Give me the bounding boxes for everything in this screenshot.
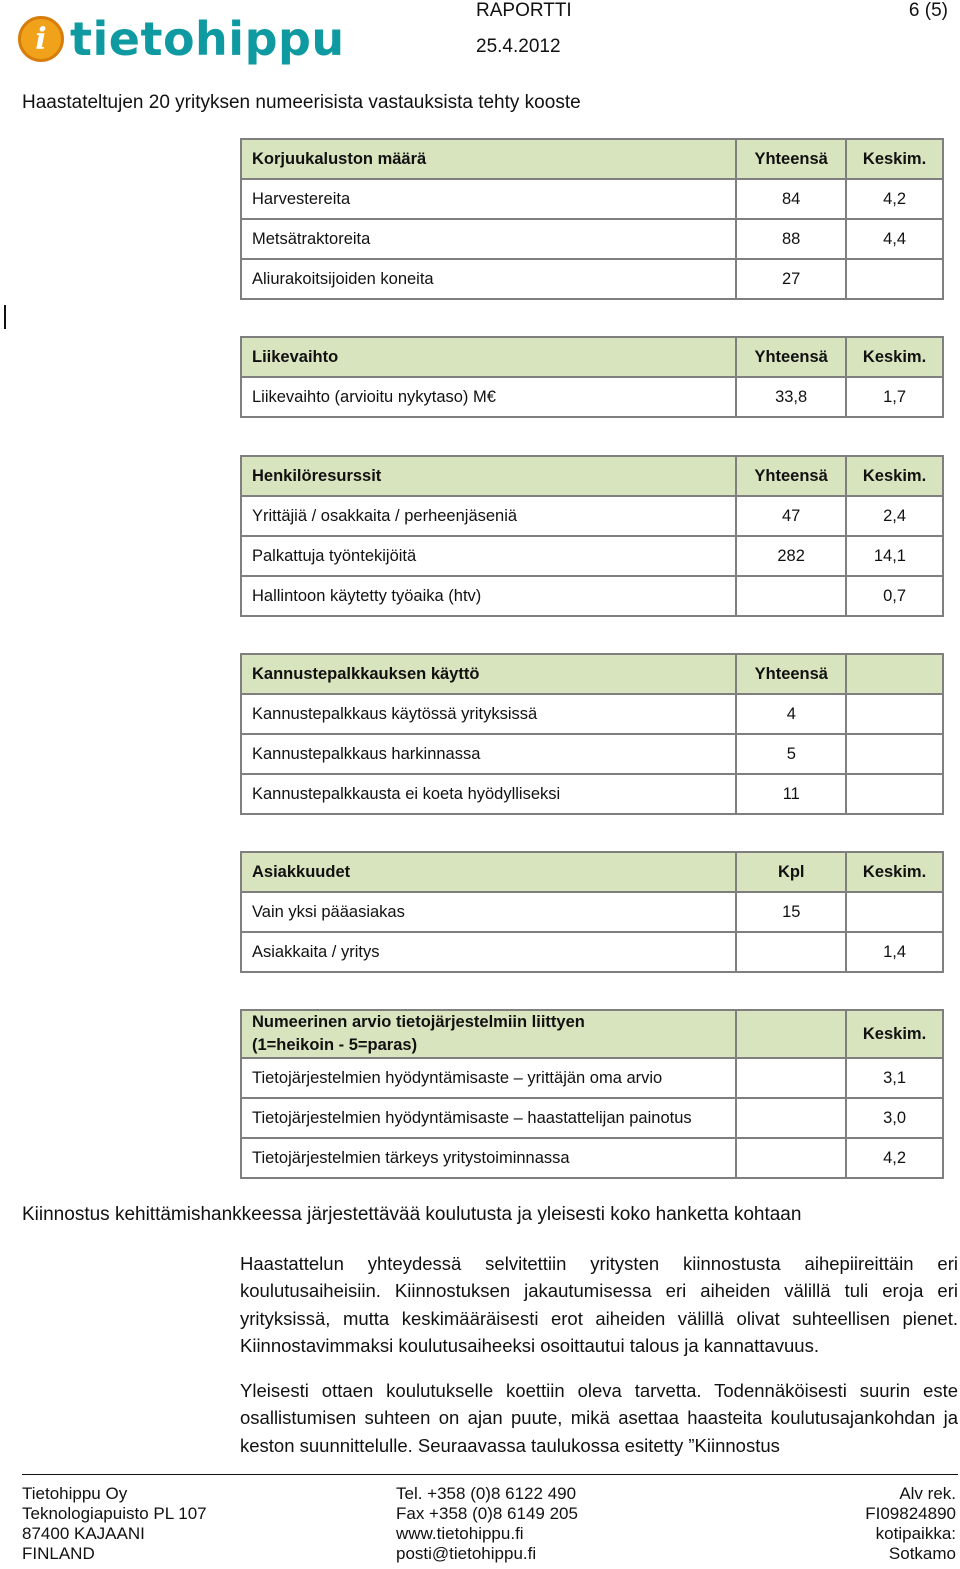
header-total: Yhteensä [736,456,846,496]
document-date: 25.4.2012 [476,36,561,57]
info-icon: i [18,16,64,62]
row-label: Tietojärjestelmien hyödyntämisaste – yrittäjän oma arvio [241,1058,736,1098]
row-average: 4,2 [846,179,943,219]
header-label: Korjuukaluston määrä [241,139,736,179]
row-total: 4 [736,694,846,734]
table-header-row [241,139,943,179]
row-label: Liikevaihto (arvioitu nykytaso) M€ [241,377,736,417]
company-logo [18,8,345,70]
row-average [846,259,943,299]
row-average: 0,7 [846,576,943,616]
header-label: Liikevaihto [241,337,736,377]
row-label: Yrittäjiä / osakkaita / perheenjäseniä [241,496,736,536]
table-row [241,694,943,734]
document-type: RAPORTTI [476,0,572,21]
footer-line: Sotkamo [888,1544,956,1563]
row-average: 4,2 [846,1138,943,1178]
header-label: Kannustepalkkauksen käyttö [241,654,736,694]
row-label: Harvestereita [241,179,736,219]
header-label [241,1010,736,1058]
incentive-pay-table [240,653,944,815]
table-row [241,1098,943,1138]
row-average [846,734,943,774]
logo-text: tietohippu [70,12,345,66]
row-label: Tietojärjestelmien hyödyntämisaste – haastattelijan painotus [241,1098,736,1138]
table-row [241,734,943,774]
header-total [736,1010,846,1058]
table-header-row [241,337,943,377]
row-total: 27 [736,259,846,299]
table-row [241,377,943,417]
header-count: Kpl [736,852,846,892]
header-label-line2: (1=heikoin - 5=paras) [252,1036,418,1054]
header-average: Keskim. [846,852,943,892]
row-total [736,1138,846,1178]
row-total: 5 [736,734,846,774]
footer-website-link[interactable]: www.tietohippu.fi [396,1524,524,1543]
header-average [846,654,943,694]
table-row [241,496,943,536]
footer-phone: Tel. +358 (0)8 6122 490 [396,1484,577,1503]
row-label: Kannustepalkkaus harkinnassa [241,734,736,774]
row-average: 3,1 [846,1058,943,1098]
it-systems-table [240,1009,944,1179]
row-total: 282 [736,536,846,576]
header-average: Keskim. [846,1010,943,1058]
row-average: 1,7 [846,377,943,417]
footer-line: Tietohippu Oy [22,1484,128,1503]
row-total [736,576,846,616]
row-label: Hallintoon käytetty työaika (htv) [241,576,736,616]
row-total: 11 [736,774,846,814]
row-total: 47 [736,496,846,536]
row-average: 3,0 [846,1098,943,1138]
row-label: Tietojärjestelmien tärkeys yritystoiminnassa [241,1138,736,1178]
header-average: Keskim. [846,139,943,179]
header-label: Asiakkuudet [241,852,736,892]
table-header-row [241,654,943,694]
row-average: 4,4 [846,219,943,259]
footer-company [22,1484,207,1564]
header-label: Henkilöresurssit [241,456,736,496]
table-row [241,219,943,259]
footer-email-link[interactable]: posti@tietohippu.fi [396,1544,537,1563]
table-row [241,536,943,576]
row-total: 15 [736,892,846,932]
header-total: Yhteensä [736,337,846,377]
page-number: 6 (5) [908,0,948,21]
row-average: 1,4 [846,932,943,972]
row-total: 33,8 [736,377,846,417]
paragraph: Yleisesti ottaen koulutukselle koettiin oleva tarvetta. Todennäköisesti suurin este osallistumisen suhteen on ajan puute, mikä asettaa haasteita koulutusajankohdan ja keston suunnittelulle. Seuraavassa taulukossa esitetty ”Kiinnostus [240,1380,958,1456]
table-row [241,576,943,616]
table-row [241,259,943,299]
header-total: Yhteensä [736,139,846,179]
footer-line: 87400 KAJAANI [22,1524,145,1543]
footer-line: FI09824890 [865,1504,956,1523]
footer-line: FINLAND [22,1544,95,1563]
footer-fax: Fax +358 (0)8 6149 205 [396,1504,578,1523]
table-row [241,932,943,972]
row-label: Metsätraktoreita [241,219,736,259]
row-average [846,892,943,932]
row-label: Kannustepalkkausta ei koeta hyödylliseksi [241,774,736,814]
row-total: 88 [736,219,846,259]
footer-divider [22,1474,958,1475]
table-row [241,774,943,814]
customers-table [240,851,944,973]
header-average: Keskim. [846,337,943,377]
footer-registration [865,1484,956,1564]
footer-line: Alv rek. [899,1484,956,1503]
row-total [736,1058,846,1098]
table-row [241,892,943,932]
row-average: 14,1 [846,536,943,576]
row-label: Aliurakoitsijoiden koneita [241,259,736,299]
table-row [241,1138,943,1178]
row-label: Vain yksi pääasiakas [241,892,736,932]
personnel-table [240,455,944,617]
row-label: Palkattuja työntekijöitä [241,536,736,576]
footer-line: Teknologiapuisto PL 107 [22,1504,207,1523]
equipment-table [240,138,944,300]
header-total: Yhteensä [736,654,846,694]
summary-title: Haastateltujen 20 yrityksen numeerisista vastauksista tehty kooste [22,92,581,113]
row-label: Asiakkaita / yritys [241,932,736,972]
row-total: 84 [736,179,846,219]
row-average [846,774,943,814]
row-total [736,1098,846,1138]
table-header-row [241,1010,943,1058]
header-label-line1: Numeerinen arvio tietojärjestelmiin liittyen [252,1013,585,1031]
row-average: 2,4 [846,496,943,536]
revenue-table [240,336,944,418]
footer-line: kotipaikka: [875,1524,956,1543]
row-total [736,932,846,972]
paragraph: Haastattelun yhteydessä selvitettiin yritysten kiinnostusta aihepiireittäin eri koulutusaiheisiin. Kiinnostuksen jakautumisessa eri aiheiden välillä tuli eroja eri yrityksissä, mutta keskimääräisesti erot aiheiden välillä olivat suhteellisen pienet. Kiinnostavimmaksi koulutusaiheeksi osoittautui talous ja kannattavuus. [240,1253,958,1357]
row-label: Kannustepalkkaus käytössä yrityksissä [241,694,736,734]
table-header-row [241,456,943,496]
margin-change-bar [4,305,6,329]
table-row [241,1058,943,1098]
interest-section-title: Kiinnostus kehittämishankkeessa järjestettävää koulutusta ja yleisesti koko hanketta kohtaan [22,1204,802,1225]
table-row [241,179,943,219]
footer-contact [396,1484,578,1564]
row-average [846,694,943,734]
header-average: Keskim. [846,456,943,496]
table-header-row [241,852,943,892]
